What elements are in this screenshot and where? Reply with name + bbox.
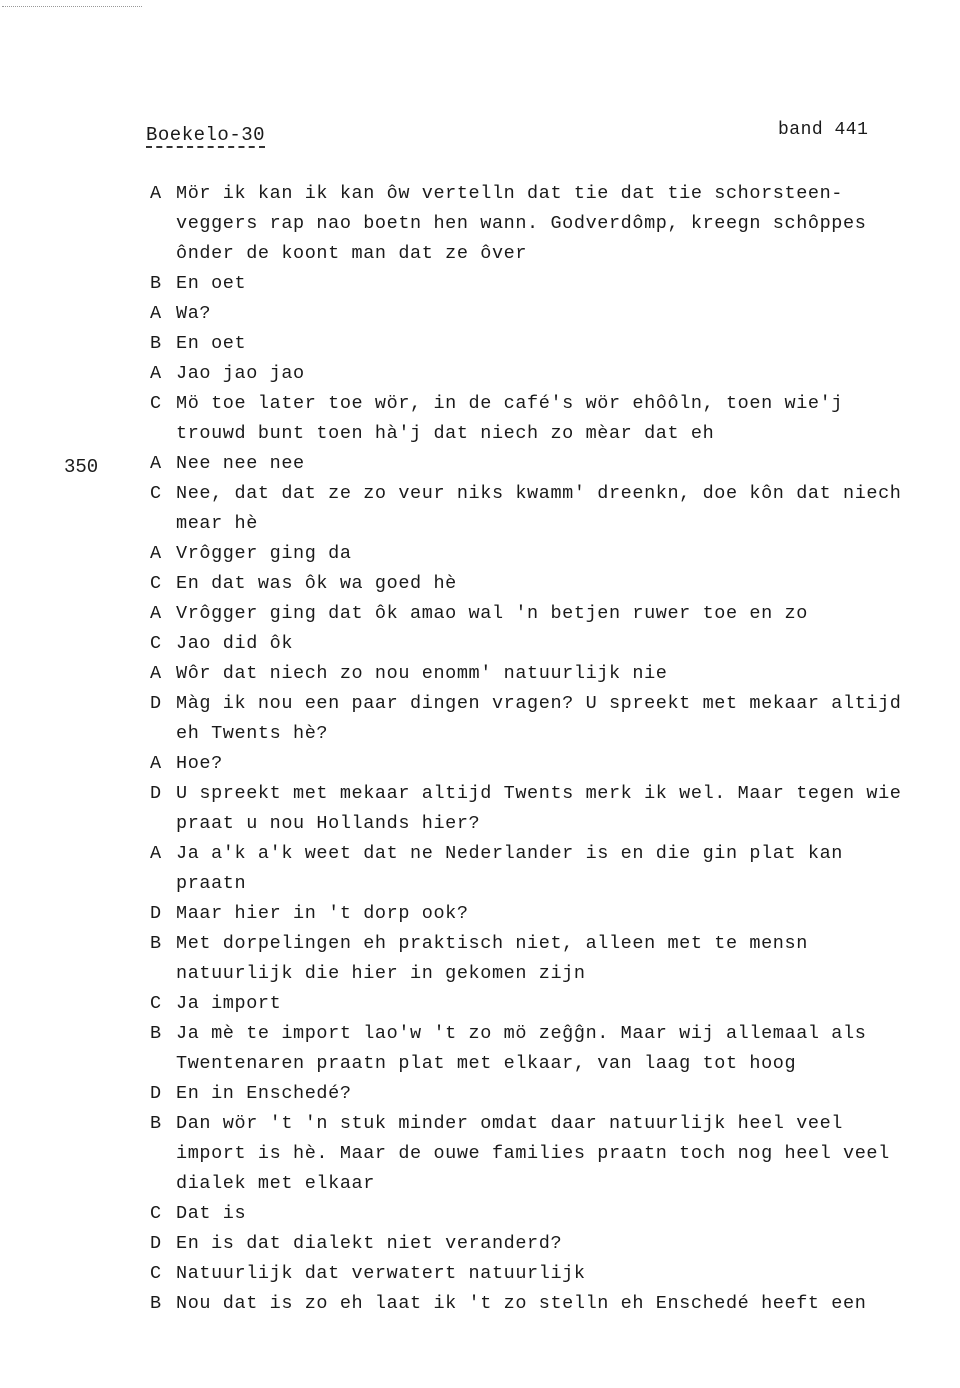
transcript-turn bbox=[150, 389, 920, 449]
speaker-label: A bbox=[150, 753, 162, 774]
speaker-label: B bbox=[150, 933, 162, 954]
speaker-label: D bbox=[150, 1083, 162, 1104]
speaker-label: A bbox=[150, 363, 162, 384]
speaker-label: C bbox=[150, 483, 162, 504]
speaker-label: A bbox=[150, 303, 162, 324]
speaker-label: B bbox=[150, 1113, 162, 1134]
utterance-text: Jao jao jao bbox=[176, 363, 305, 384]
transcript-turn bbox=[150, 779, 920, 839]
speaker-label: A bbox=[150, 663, 162, 684]
transcript-turn bbox=[150, 659, 920, 689]
utterance-text: Met dorpelingen eh praktisch niet, alleen met te mensn natuurlijk die hier in gekomen zijn bbox=[176, 933, 808, 984]
utterance-text: Wôr dat niech zo nou enomm' natuurlijk nie bbox=[176, 663, 668, 684]
document-title: Boekelo-30 bbox=[146, 124, 266, 146]
speaker-label: D bbox=[150, 1233, 162, 1254]
speaker-label: B bbox=[150, 333, 162, 354]
transcript-turn bbox=[150, 269, 920, 299]
transcript-turn bbox=[150, 749, 920, 779]
transcript-turn bbox=[150, 989, 920, 1019]
transcript-turn bbox=[150, 1109, 920, 1199]
speaker-label: A bbox=[150, 603, 162, 624]
utterance-text: Hoe? bbox=[176, 753, 223, 774]
speaker-label: A bbox=[150, 453, 162, 474]
transcript-turn bbox=[150, 1229, 920, 1259]
transcript-turn bbox=[150, 929, 920, 989]
utterance-text: U spreekt met mekaar altijd Twents merk ik wel. Maar tegen wie praat u nou Hollands hier? bbox=[176, 783, 902, 834]
speaker-label: C bbox=[150, 393, 162, 414]
utterance-text: En is dat dialekt niet veranderd? bbox=[176, 1233, 563, 1254]
transcript-turn bbox=[150, 1289, 920, 1319]
utterance-text: Dan wör 't 'n stuk minder omdat daar natuurlijk heel veel import is hè. Maar de ouwe families praatn toch nog heel veel dialek met elkaar bbox=[176, 1113, 890, 1194]
utterance-text: Nou dat is zo eh laat ik 't zo stelln eh Enschedé heeft een bbox=[176, 1293, 867, 1314]
transcript-turn bbox=[150, 1259, 920, 1289]
transcript-turn bbox=[150, 539, 920, 569]
transcript-turn bbox=[150, 449, 920, 479]
transcript-turn bbox=[150, 479, 920, 539]
utterance-text: Ja mè te import lao'w 't zo mö zeĝĝn. Maar wij allemaal als Twentenaren praatn plat met elkaar, van laag tot hoog bbox=[176, 1023, 867, 1074]
utterance-text: Dat is bbox=[176, 1203, 247, 1224]
utterance-text: Maar hier in 't dorp ook? bbox=[176, 903, 469, 924]
speaker-label: B bbox=[150, 1293, 162, 1314]
utterance-text: Jao did ôk bbox=[176, 633, 294, 654]
speaker-label: C bbox=[150, 633, 162, 654]
speaker-label: C bbox=[150, 1203, 162, 1224]
utterance-text: Vrôgger ging da bbox=[176, 543, 352, 564]
transcript-turn bbox=[150, 629, 920, 659]
band-number: band 441 bbox=[778, 120, 869, 140]
speaker-label: C bbox=[150, 573, 162, 594]
speaker-label: B bbox=[150, 1023, 162, 1044]
speaker-label: C bbox=[150, 993, 162, 1014]
transcript-turn bbox=[150, 599, 920, 629]
speaker-label: B bbox=[150, 273, 162, 294]
transcript-turn bbox=[150, 569, 920, 599]
utterance-text: En oet bbox=[176, 333, 247, 354]
utterance-text: En oet bbox=[176, 273, 247, 294]
line-number-marker: 350 bbox=[64, 456, 99, 478]
speaker-label: A bbox=[150, 843, 162, 864]
transcript-body bbox=[150, 179, 920, 1319]
utterance-text: Nee nee nee bbox=[176, 453, 305, 474]
speaker-label: D bbox=[150, 903, 162, 924]
speaker-label: A bbox=[150, 543, 162, 564]
utterance-text: En in Enschedé? bbox=[176, 1083, 352, 1104]
transcript-turn bbox=[150, 329, 920, 359]
utterance-text: Vrôgger ging dat ôk amao wal 'n betjen ruwer toe en zo bbox=[176, 603, 808, 624]
utterance-text: Mör ik kan ik kan ôw vertelln dat tie dat tie schorsteen-veggers rap nao boetn hen wann. Godverdômp, kreegn schôppes ônder de koont man dat ze ôver bbox=[176, 183, 867, 264]
utterance-text: Ja import bbox=[176, 993, 282, 1014]
speaker-label: D bbox=[150, 783, 162, 804]
transcript-turn bbox=[150, 899, 920, 929]
transcript-turn bbox=[150, 299, 920, 329]
speaker-label: D bbox=[150, 693, 162, 714]
transcript-turn bbox=[150, 1019, 920, 1079]
speaker-label: C bbox=[150, 1263, 162, 1284]
utterance-text: Mö toe later toe wör, in de café's wör ehôôln, toen wie'j trouwd bunt toen hà'j dat niech zo mèar dat eh bbox=[176, 393, 844, 444]
transcript-turn bbox=[150, 359, 920, 389]
utterance-text: Wa? bbox=[176, 303, 212, 324]
transcript-turn bbox=[150, 1079, 920, 1109]
transcript-turn bbox=[150, 839, 920, 899]
utterance-text: Natuurlijk dat verwatert natuurlijk bbox=[176, 1263, 586, 1284]
utterance-text: Ja a'k a'k weet dat ne Nederlander is en die gin plat kan praatn bbox=[176, 843, 844, 894]
speaker-label: A bbox=[150, 183, 162, 204]
utterance-text: En dat was ôk wa goed hè bbox=[176, 573, 457, 594]
transcript-turn bbox=[150, 1199, 920, 1229]
transcript-turn bbox=[150, 689, 920, 749]
utterance-text: Màg ik nou een paar dingen vragen? U spreekt met mekaar altijd eh Twents hè? bbox=[176, 693, 902, 744]
scan-artifact bbox=[2, 6, 142, 10]
transcript-turn bbox=[150, 179, 920, 269]
utterance-text: Nee, dat dat ze zo veur niks kwamm' dreenkn, doe kôn dat niech mear hè bbox=[176, 483, 902, 534]
